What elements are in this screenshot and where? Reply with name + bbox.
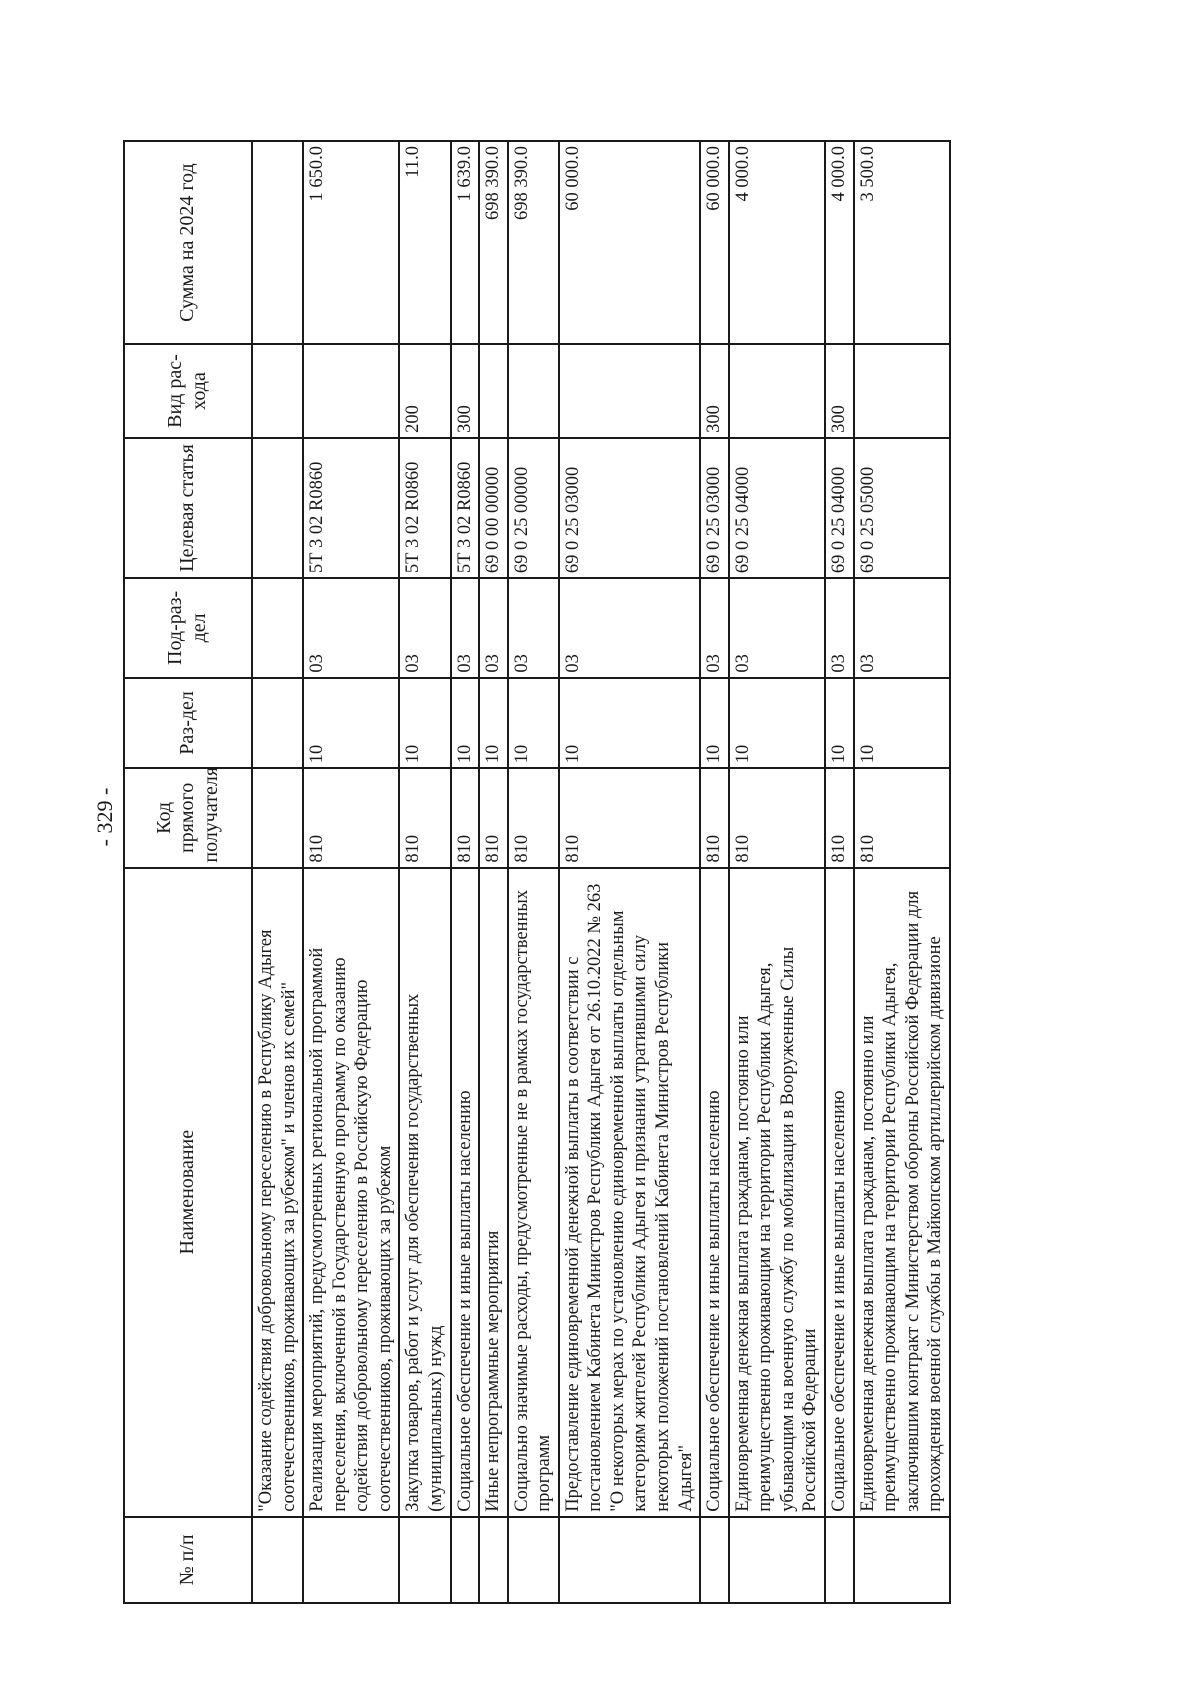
cell-expense-type [479, 344, 508, 438]
cell-subsection: 03 [508, 578, 559, 677]
cell-expense-type [729, 344, 825, 438]
cell-target: 69 0 25 04000 [825, 438, 854, 578]
cell-recipient-code: 810 [700, 768, 729, 867]
cell-recipient-code: 810 [303, 768, 399, 867]
cell-num [700, 1517, 729, 1603]
table-row [854, 141, 950, 1603]
cell-num [825, 1517, 854, 1603]
cell-recipient-code: 810 [729, 768, 825, 867]
cell-subsection: 03 [854, 578, 950, 677]
cell-section [252, 678, 303, 769]
cell-target: 5Т 3 02 R0860 [303, 438, 399, 578]
cell-target: 69 0 25 03000 [559, 438, 700, 578]
column-header-subsection: Под-раз-дел [124, 578, 252, 677]
cell-name: Социальное обеспечение и иные выплаты населению [700, 868, 729, 1517]
cell-name: Единовременная денежная выплата гражданам, постоянно или преимущественно проживающим на территории Республики Адыгея, заключившим контракт с Министерством обороны Российской Федерации для прохождения военной службы в Майкопском артиллерийском дивизионе [854, 868, 950, 1517]
cell-section: 10 [559, 678, 700, 769]
cell-amount: 60 000.0 [559, 141, 700, 344]
cell-expense-type: 200 [399, 344, 450, 438]
cell-subsection: 03 [559, 578, 700, 677]
cell-name: Реализация мероприятий, предусмотренных региональной программой переселения, включенной в Государственную программу по оказанию содействия добровольному переселению в Российскую Федерацию соотечественников, проживающих за рубежом [303, 868, 399, 1517]
cell-section: 10 [303, 678, 399, 769]
cell-num [399, 1517, 450, 1603]
cell-num [303, 1517, 399, 1603]
cell-target: 69 0 25 04000 [729, 438, 825, 578]
column-header-target: Целевая статья [124, 438, 252, 578]
cell-expense-type [559, 344, 700, 438]
cell-name: "Оказание содействия добровольному переселению в Республику Адыгея соотечественников, проживающих за рубежом" и членов их семей" [252, 868, 303, 1517]
table-row [825, 141, 854, 1603]
table-row [559, 141, 700, 1603]
cell-num [479, 1517, 508, 1603]
cell-target: 5Т 3 02 R0860 [399, 438, 450, 578]
cell-subsection: 03 [479, 578, 508, 677]
cell-section: 10 [508, 678, 559, 769]
cell-amount: 4 000.0 [729, 141, 825, 344]
cell-amount: 698 390.0 [479, 141, 508, 344]
cell-num [252, 1517, 303, 1603]
column-header-name: Наименование [124, 868, 252, 1517]
column-header-num: № п/п [124, 1517, 252, 1603]
cell-recipient-code: 810 [451, 768, 480, 867]
cell-recipient-code: 810 [825, 768, 854, 867]
cell-name: Социально значимые расходы, предусмотренные не в рамках государственных программ [508, 868, 559, 1517]
cell-amount: 60 000.0 [700, 141, 729, 344]
cell-subsection: 03 [700, 578, 729, 677]
cell-amount: 698 390.0 [508, 141, 559, 344]
cell-recipient-code: 810 [508, 768, 559, 867]
cell-amount: 1 650.0 [303, 141, 399, 344]
cell-num [559, 1517, 700, 1603]
budget-table [123, 140, 951, 1604]
cell-target [252, 438, 303, 578]
rotated-table-container [123, 140, 1041, 1604]
cell-expense-type: 300 [825, 344, 854, 438]
table-row [303, 141, 399, 1603]
table-row [479, 141, 508, 1603]
cell-name: Социальное обеспечение и иные выплаты населению [825, 868, 854, 1517]
cell-amount: 1 639.0 [451, 141, 480, 344]
cell-name: Закупка товаров, работ и услуг для обеспечения государственных (муниципальных) нужд [399, 868, 450, 1517]
cell-subsection: 03 [729, 578, 825, 677]
cell-amount: 11.0 [399, 141, 450, 344]
cell-num [508, 1517, 559, 1603]
table-row [729, 141, 825, 1603]
cell-subsection: 03 [451, 578, 480, 677]
cell-subsection: 03 [825, 578, 854, 677]
cell-section: 10 [451, 678, 480, 769]
cell-subsection: 03 [303, 578, 399, 677]
cell-subsection [252, 578, 303, 677]
cell-section: 10 [825, 678, 854, 769]
cell-amount: 3 500.0 [854, 141, 950, 344]
cell-expense-type [854, 344, 950, 438]
cell-name: Иные непрограммные мероприятия [479, 868, 508, 1517]
column-header-expense-type: Вид рас-хода [124, 344, 252, 438]
cell-target: 5Т 3 02 R0860 [451, 438, 480, 578]
cell-expense-type [252, 344, 303, 438]
column-header-recipient-code: Код прямого получателя [124, 768, 252, 867]
cell-expense-type: 300 [700, 344, 729, 438]
table-row [252, 141, 303, 1603]
cell-section: 10 [479, 678, 508, 769]
cell-section: 10 [854, 678, 950, 769]
column-header-section: Раз-дел [124, 678, 252, 769]
cell-recipient-code: 810 [479, 768, 508, 867]
cell-name: Социальное обеспечение и иные выплаты населению [451, 868, 480, 1517]
table-row [700, 141, 729, 1603]
cell-name: Единовременная денежная выплата гражданам, постоянно или преимущественно проживающим на территории Республики Адыгея, убывающим на военную службу по мобилизации в Вооруженные Силы Российской Федерации [729, 868, 825, 1517]
page-number: - 329 - [92, 787, 117, 847]
cell-section: 10 [729, 678, 825, 769]
cell-expense-type [508, 344, 559, 438]
cell-num [451, 1517, 480, 1603]
column-header-amount: Сумма на 2024 год [124, 141, 252, 344]
cell-recipient-code: 810 [854, 768, 950, 867]
cell-num [729, 1517, 825, 1603]
cell-num [854, 1517, 950, 1603]
cell-name: Предоставление единовременной денежной выплаты в соответствии с постановлением Кабинета Министров Республики Адыгея от 26.10.2022 № 263 "О некоторых мерах по установлению единовременной выплаты отдельным категориям жителей Республики Адыгея и признании утратившими силу некоторых положений постановлений Кабинета Министров Республики Адыгея" [559, 868, 700, 1517]
table-row [399, 141, 450, 1603]
cell-target: 69 0 00 00000 [479, 438, 508, 578]
cell-subsection: 03 [399, 578, 450, 677]
cell-target: 69 0 25 03000 [700, 438, 729, 578]
cell-section: 10 [399, 678, 450, 769]
cell-recipient-code [252, 768, 303, 867]
table-row [451, 141, 480, 1603]
cell-amount: 4 000.0 [825, 141, 854, 344]
cell-amount [252, 141, 303, 344]
cell-recipient-code: 810 [399, 768, 450, 867]
table-header-row [124, 141, 252, 1603]
cell-expense-type [303, 344, 399, 438]
cell-target: 69 0 25 00000 [508, 438, 559, 578]
cell-section: 10 [700, 678, 729, 769]
cell-target: 69 0 25 05000 [854, 438, 950, 578]
cell-expense-type: 300 [451, 344, 480, 438]
table-row [508, 141, 559, 1603]
cell-recipient-code: 810 [559, 768, 700, 867]
